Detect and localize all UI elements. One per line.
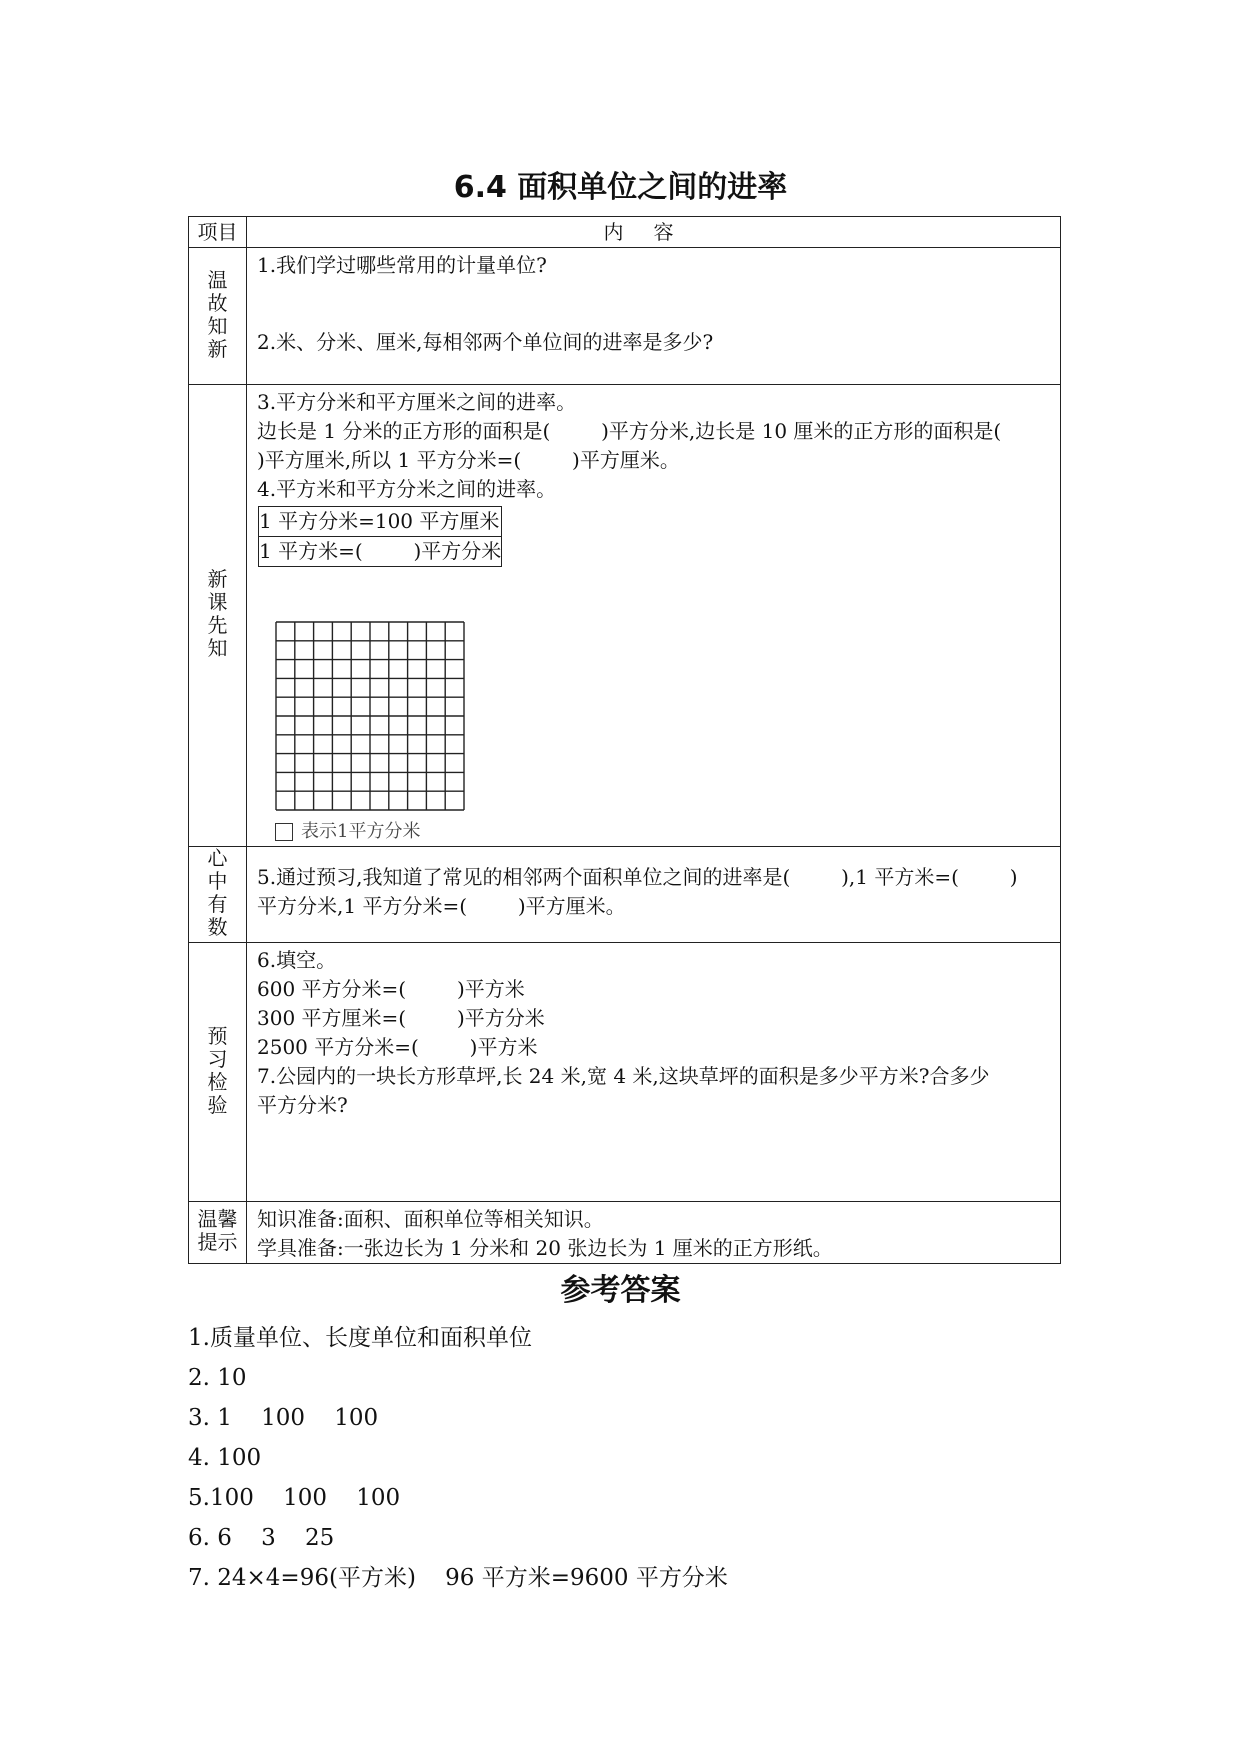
question-5-line-2: 平方分米,1 平方分米=( )平方厘米。 — [257, 894, 626, 918]
conversion-line-2: 1 平方米=( )平方分米 — [259, 537, 502, 567]
question-4-title: 4.平方米和平方分米之间的进率。 — [257, 477, 557, 501]
row-label-preview: 新课先知 — [207, 567, 228, 660]
question-6-b: 300 平方厘米=( )平方分米 — [257, 1006, 545, 1030]
row-label-check: 预习检验 — [207, 1023, 228, 1117]
answer-item: 5.100 100 100 — [188, 1485, 401, 1511]
answers-title: 参考答案 — [560, 1273, 681, 1308]
question-3-title: 3.平方分米和平方厘米之间的进率。 — [257, 390, 577, 414]
row-label-summary: 心中有数 — [207, 846, 228, 939]
answer-item: 2. 10 — [188, 1365, 247, 1391]
row-label-review: 温故知新 — [207, 267, 228, 361]
legend-text: 表示1平方分米 — [301, 821, 421, 842]
question-5-line-1: 5.通过预习,我知道了常见的相邻两个面积单位之间的进率是( ),1 平方米=( ) — [257, 865, 1018, 889]
worksheet-table — [188, 216, 1061, 1264]
question-1: 1.我们学过哪些常用的计量单位? — [257, 253, 547, 277]
answer-item: 4. 100 — [188, 1445, 262, 1471]
square-meter-grid — [275, 621, 465, 811]
conversion-box — [258, 506, 502, 567]
answer-item: 3. 1 100 100 — [188, 1405, 379, 1431]
row-label-tips: 温馨提示 — [197, 1207, 238, 1254]
question-3-line-1: 边长是 1 分米的正方形的面积是( )平方分米,边长是 10 厘米的正方形的面积是( — [257, 419, 1002, 443]
page-title: 6.4 面积单位之间的进率 — [453, 170, 788, 205]
answer-item: 6. 6 3 25 — [188, 1525, 335, 1551]
row-tips — [189, 1202, 1061, 1264]
row-summary — [189, 847, 1061, 943]
conversion-line-1: 1 平方分米=100 平方厘米 — [259, 507, 502, 537]
table-header-row — [189, 217, 1061, 248]
question-7-line-1: 7.公园内的一块长方形草坪,长 24 米,宽 4 米,这块草坪的面积是多少平方米?合多少 — [257, 1064, 990, 1088]
question-7-line-2: 平方分米? — [257, 1093, 348, 1117]
answer-item: 1.质量单位、长度单位和面积单位 — [188, 1325, 532, 1351]
row-preview — [189, 385, 1061, 847]
row-review — [189, 248, 1061, 385]
answer-item: 7. 24×4=96(平方米) 96 平方米=9600 平方分米 — [188, 1565, 728, 1591]
question-2: 2.米、分米、厘米,每相邻两个单位间的进率是多少? — [257, 330, 714, 354]
question-6-c: 2500 平方分米=( )平方米 — [257, 1035, 538, 1059]
tip-line-1: 知识准备:面积、面积单位等相关知识。 — [257, 1207, 604, 1231]
question-3-line-2: )平方厘米,所以 1 平方分米=( )平方厘米。 — [257, 448, 680, 472]
answers-list — [188, 1318, 728, 1598]
header-item: 项目 — [189, 217, 247, 248]
header-content: 内容 — [247, 217, 1061, 248]
row-check — [189, 943, 1061, 1202]
question-6-a: 600 平方分米=( )平方米 — [257, 977, 525, 1001]
tip-line-2: 学具准备:一张边长为 1 分米和 20 张边长为 1 厘米的正方形纸。 — [257, 1236, 833, 1260]
question-6-title: 6.填空。 — [257, 948, 337, 972]
